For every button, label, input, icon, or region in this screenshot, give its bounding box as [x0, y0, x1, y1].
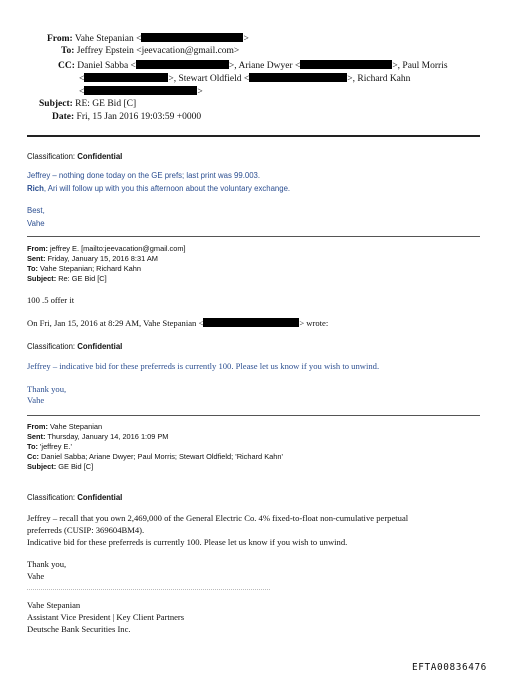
msg2-sent-value: Friday, January 15, 2016 8:31 AM [47, 254, 158, 263]
header-cc-part: < [79, 87, 85, 97]
header-to-row [61, 46, 239, 56]
msg2-sent-label: Sent: [27, 254, 46, 263]
msg1-line2-name: Rich [27, 184, 44, 193]
msg2-from-row [27, 244, 186, 253]
msg4-subject-label: Subject: [27, 462, 57, 471]
msg2-subject-value: Re: GE Bid [C] [58, 274, 107, 283]
msg4-sent-value: Thursday, January 14, 2016 1:09 PM [47, 432, 169, 441]
msg5-sign: Vahe [27, 571, 45, 581]
msg2-subject-row [27, 274, 107, 283]
classification-label: Classification: [27, 152, 76, 161]
msg2-from-label: From: [27, 244, 48, 253]
signature-title: Assistant Vice President | Key Client Partners [27, 612, 185, 622]
msg2-to-value: Vahe Stepanian; Richard Kahn [40, 264, 141, 273]
classification-line [27, 342, 122, 351]
msg4-cc-row [27, 452, 283, 461]
msg1-line1: Jeffrey – nothing done today on the GE prefs; last print was 99.003. [27, 171, 261, 180]
redaction-bar [249, 73, 347, 82]
header-cc-part: >, Paul Morris [392, 61, 448, 71]
classification-label: Classification: [27, 493, 76, 502]
header-divider [27, 135, 480, 137]
msg2-quote-pre: On Fri, Jan 15, 2016 at 8:29 AM, Vahe Stepanian < [27, 318, 204, 328]
msg4-cc-label: Cc: [27, 452, 39, 461]
header-cc-part: > [197, 87, 203, 97]
header-cc-label: CC: [58, 61, 75, 71]
classification-value: Confidential [77, 493, 123, 502]
redaction-bar [84, 73, 168, 82]
msg1-line2 [27, 184, 290, 193]
msg2-from-value: jeffrey E. [mailto:jeevacation@gmail.com] [50, 244, 186, 253]
msg4-sent-label: Sent: [27, 432, 46, 441]
header-cc-part: Daniel Sabba < [77, 61, 136, 71]
header-date-label: Date: [52, 112, 75, 122]
redaction-bar [136, 60, 229, 69]
msg2-to-label: To: [27, 264, 38, 273]
msg4-to-row [27, 442, 72, 451]
header-subject-label: Subject: [39, 99, 73, 109]
msg4-from-value: Vahe Stepanian [50, 422, 103, 431]
msg4-subject-row [27, 462, 93, 471]
msg3-body: Jeffrey – indicative bid for these preferreds is currently 100. Please let us know if you wish to unwind. [27, 361, 380, 371]
msg5-thanks: Thank you, [27, 559, 67, 569]
msg-divider [27, 236, 480, 237]
classification-value: Confidential [77, 342, 123, 351]
header-subject-value: RE: GE Bid [C] [75, 99, 137, 109]
msg2-to-row [27, 264, 141, 273]
msg3-thanks: Thank you, [27, 384, 67, 394]
redaction-bar [203, 318, 299, 327]
msg1-sign: Vahe [27, 219, 45, 228]
msg2-quote-line [27, 318, 328, 328]
signature-name: Vahe Stepanian [27, 600, 81, 610]
msg2-body: 100 .5 offer it [27, 295, 75, 305]
msg4-from-row [27, 422, 102, 431]
redaction-bar [300, 60, 392, 69]
msg4-to-label: To: [27, 442, 38, 451]
msg2-subject-label: Subject: [27, 274, 57, 283]
msg2-sent-row [27, 254, 158, 263]
msg4-subject-value: GE Bid [C] [58, 462, 94, 471]
redaction-bar [141, 33, 243, 42]
header-cc-part: >, Ariane Dwyer < [228, 61, 301, 71]
header-from-label: From: [47, 34, 73, 44]
msg5-body-line3: Indicative bid for these preferreds is currently 100. Please let us know if you wish to unwind. [27, 537, 348, 547]
header-to-value: Jeffrey Epstein <jeevacation@gmail.com> [76, 46, 240, 56]
msg1-best: Best, [27, 206, 45, 215]
signature-company: Deutsche Bank Securities Inc. [27, 624, 131, 634]
classification-label: Classification: [27, 342, 76, 351]
msg4-cc-value: Daniel Sabba; Ariane Dwyer; Paul Morris; Stewart Oldfield; 'Richard Kahn' [40, 452, 283, 461]
bates-number: EFTA00836476 [412, 662, 487, 673]
header-cc-part: >, Stewart Oldfield < [168, 74, 250, 84]
header-date-value: Fri, 15 Jan 2016 19:03:59 +0000 [76, 112, 202, 122]
header-cc-part: < [79, 74, 85, 84]
msg4-sent-row [27, 432, 168, 441]
msg3-sign: Vahe [27, 395, 45, 405]
header-cc-row-2 [79, 73, 410, 84]
signature-divider [27, 589, 270, 590]
header-cc-row [58, 60, 448, 71]
header-from-close: > [243, 34, 249, 44]
header-subject-row [39, 99, 136, 109]
header-cc-part: >, Richard Kahn [347, 74, 411, 84]
header-cc-row-3 [79, 86, 203, 97]
msg4-from-label: From: [27, 422, 48, 431]
msg5-body-line2: preferreds (CUSIP: 369604BM4). [27, 525, 145, 535]
header-from-value: Vahe Stepanian < [74, 34, 142, 44]
classification-value: Confidential [77, 152, 123, 161]
classification-line [27, 493, 122, 502]
msg4-to-value: 'jeffrey E.' [40, 442, 72, 451]
msg1-line2-text: , Ari will follow up with you this afternoon about the voluntary exchange. [43, 184, 291, 193]
header-to-label: To: [61, 46, 75, 56]
msg-divider [27, 415, 480, 416]
classification-line [27, 152, 122, 161]
header-from-row [47, 33, 249, 44]
redaction-bar [84, 86, 197, 95]
msg5-body-line1: Jeffrey – recall that you own 2,469,000 of the General Electric Co. 4% fixed-to-float non-cumulative perpetual [27, 513, 409, 523]
header-date-row [52, 112, 201, 122]
msg2-quote-post: > wrote: [299, 318, 329, 328]
